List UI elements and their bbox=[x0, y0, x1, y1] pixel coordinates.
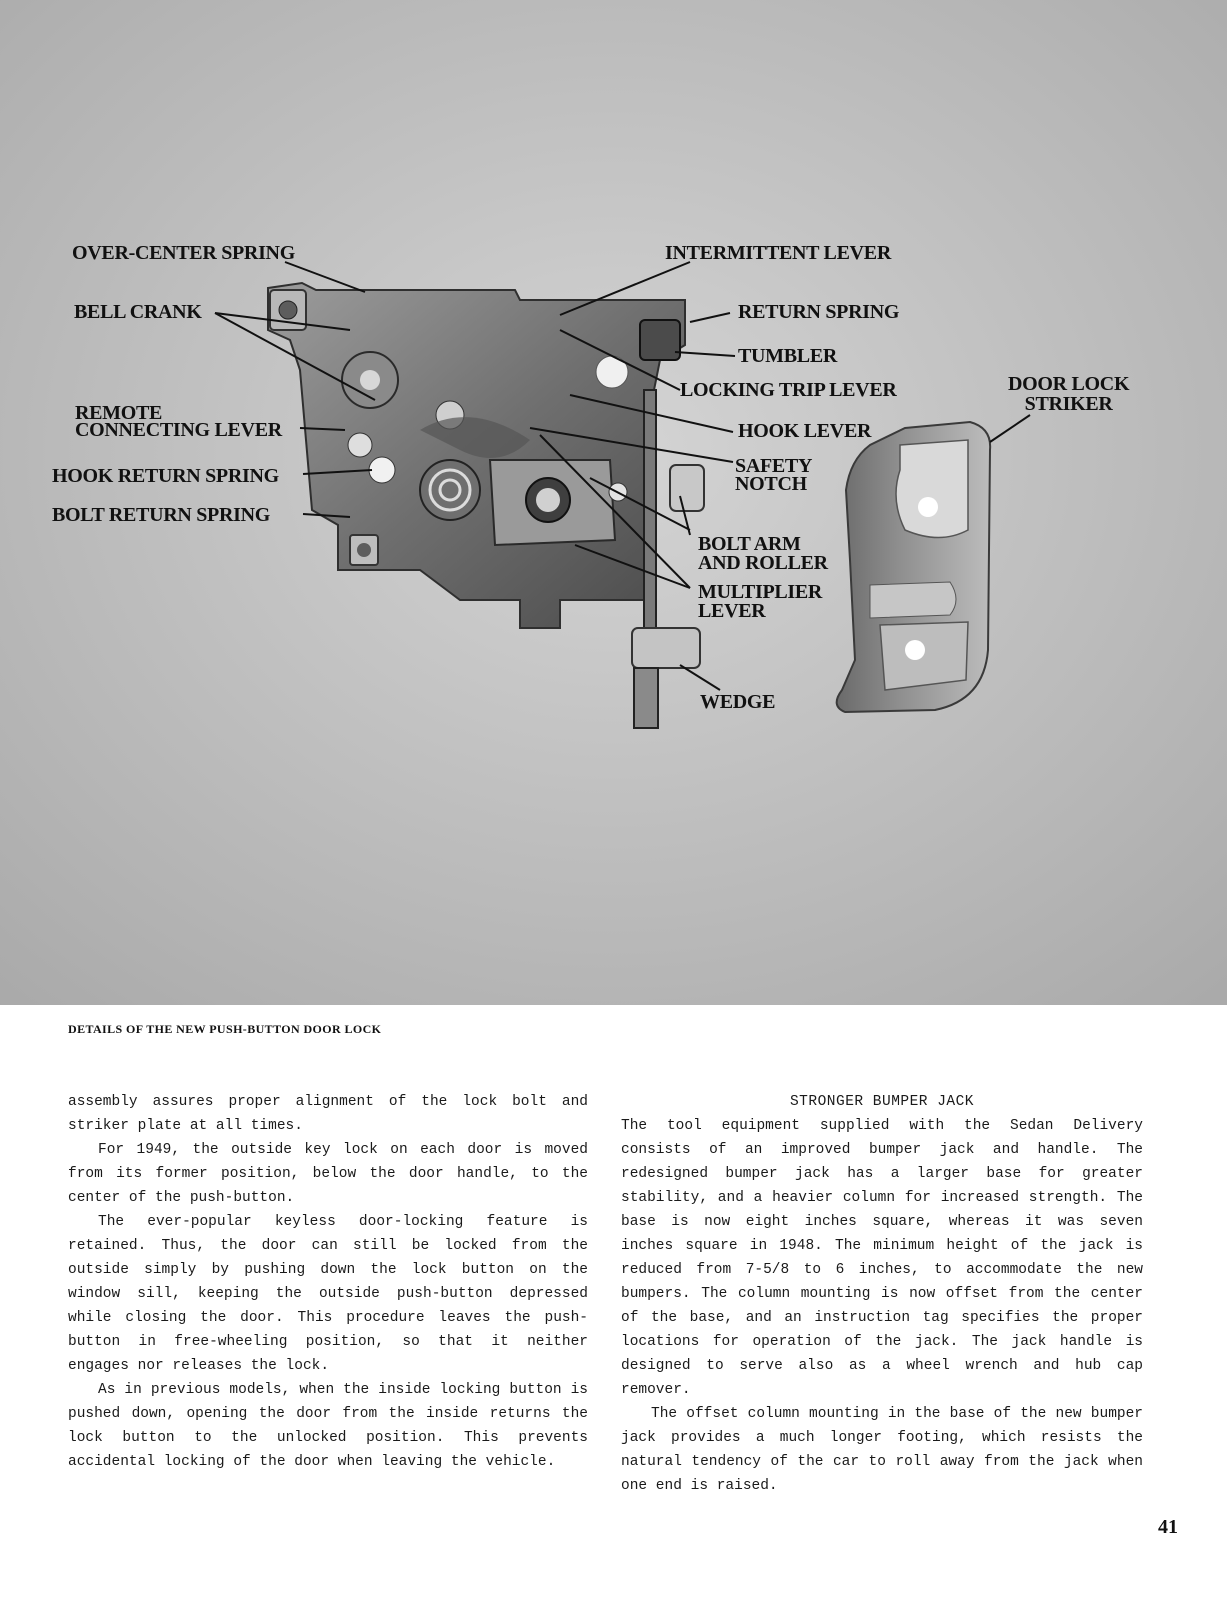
right-column bbox=[621, 1090, 1143, 1498]
paragraph: assembly assures proper alignment of the lock bolt and striker plate at all times. bbox=[68, 1094, 588, 1134]
label-wedge: WEDGE bbox=[700, 691, 776, 713]
left-column bbox=[68, 1090, 588, 1474]
paragraph: The ever-popular keyless door-locking feature is retained. Thus, the door can still be locked from the outside simply by pushing down the lock button on the window sill, keeping the outside push-button depressed while closing the door. This procedure leaves the push-button in free-wheeling position, so that it neither engages nor releases the lock. bbox=[68, 1214, 588, 1374]
page-number: 41 bbox=[1158, 1516, 1178, 1538]
label-remote-connecting-lever: REMOTE CONNECTING LEVER bbox=[75, 402, 282, 441]
door-lock-striker bbox=[837, 422, 991, 712]
label-over-center-spring: OVER-CENTER SPRING bbox=[72, 242, 295, 264]
label-hook-lever: HOOK LEVER bbox=[738, 420, 872, 442]
label-return-spring: RETURN SPRING bbox=[738, 301, 900, 323]
label-bolt-arm-and-roller: BOLT ARM AND ROLLER bbox=[698, 533, 828, 574]
figure-caption: DETAILS OF THE NEW PUSH-BUTTON DOOR LOCK bbox=[68, 1022, 382, 1036]
paragraph: As in previous models, when the inside locking button is pushed down, opening the door from the inside returns the lock button to the unlocked position. This prevents accidental locking of the door when leaving the vehicle. bbox=[68, 1382, 588, 1470]
label-safety-notch: SAFETY NOTCH bbox=[735, 455, 813, 495]
label-bolt-return-spring: BOLT RETURN SPRING bbox=[52, 504, 270, 526]
label-locking-trip-lever: LOCKING TRIP LEVER bbox=[680, 379, 897, 401]
label-hook-return-spring: HOOK RETURN SPRING bbox=[52, 465, 279, 487]
section-heading: STRONGER BUMPER JACK bbox=[789, 1094, 975, 1110]
label-multiplier-lever: MULTIPLIER LEVER bbox=[698, 581, 823, 622]
paragraph: For 1949, the outside key lock on each door is moved from its former position, below the door handle, to the center of the push-button. bbox=[68, 1142, 588, 1206]
label-bell-crank: BELL CRANK bbox=[74, 301, 202, 323]
paragraph: The tool equipment supplied with the Sedan Delivery consists of an improved bumper jack and handle. The redesigned bumper jack has a larger base for greater stability, and a heavier column for increased strength. The base is now eight inches square, whereas it was seven inches square in 1948. The minimum height of the jack is reduced from 7-5/8 to 6 inches, to accommodate the new bumpers. The column mounting is now offset from the center of the base, and an instruction tag specifies the proper locations for operation of the jack. The jack handle is designed to serve also as a wheel wrench and hub cap remover. bbox=[621, 1118, 1143, 1398]
label-door-lock-striker: DOOR LOCK STRIKER bbox=[1008, 373, 1130, 415]
label-intermittent-lever: INTERMITTENT LEVER bbox=[665, 242, 891, 264]
paragraph: The offset column mounting in the base of the new bumper jack provides a much longer footing, which resists the natural tendency of the car to roll away from the jack when one end is raised. bbox=[621, 1406, 1143, 1494]
label-tumbler: TUMBLER bbox=[738, 345, 838, 367]
